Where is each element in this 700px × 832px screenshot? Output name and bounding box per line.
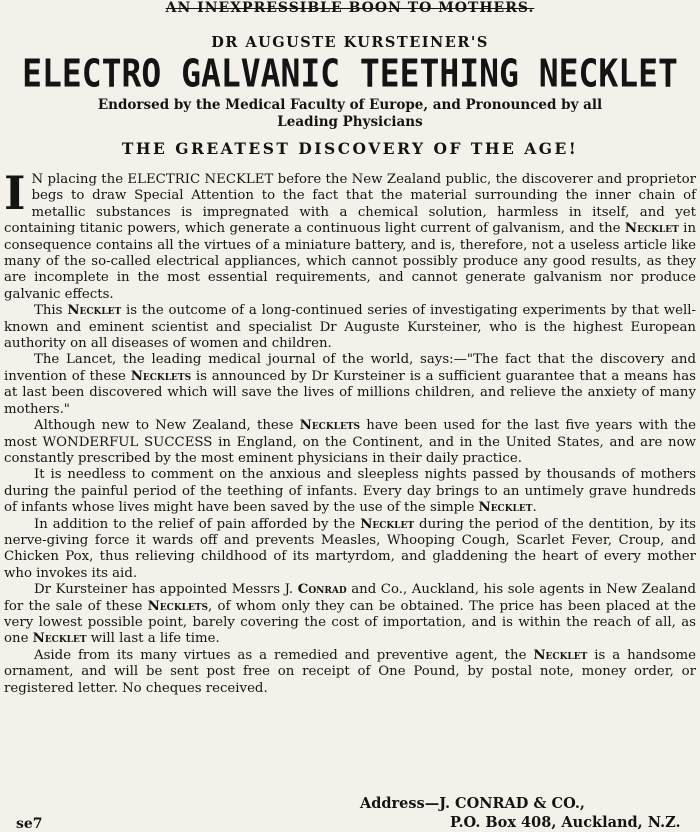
p6-necklet: Necklet (360, 516, 415, 532)
p3-necklets: Necklets (130, 368, 192, 384)
doctor-name: DR AUGUSTE KURSTEINER'S (211, 34, 489, 51)
p4-necklets: Necklets (299, 418, 361, 434)
p7-text-a: Dr Kursteiner has appointed Messrs J. (34, 582, 298, 598)
p7-text-d: will last a life time. (86, 631, 220, 647)
p1-necklet: Necklet (624, 221, 679, 237)
paragraph-2 (4, 303, 696, 352)
kicker-line: AN INEXPRESSIBLE BOON TO MOTHERS. (165, 0, 535, 16)
p5-text-a: It is needless to comment on the anxious and sleepless nights passed by thousands of mothers during the painful period of the teething of infants. Every day brings to an untimely grave hundreds of infants whose lives might have been saved by the use of the simple (4, 467, 696, 516)
address-block (360, 794, 681, 832)
p2-necklet: Necklet (67, 303, 122, 319)
insertion-code: se7 (16, 816, 43, 832)
p6-text-b: during the period of the dentition, by its nerve-giving force it wards off and prevents Measles, Whooping Cough, Scarlet Fever, Croup, and Chicken Pox, thus relieving childhood of its martyrdom, and gladdening the heart of every mother who invokes its aid. (4, 516, 696, 581)
drop-cap: I (4, 166, 26, 220)
p4-text-a: Although new to New Zealand, these (34, 418, 300, 434)
paragraph-8 (4, 648, 696, 697)
p2-text-b: is the outcome of a long-continued series of investigating experiments by that well-known and eminent scientist and specialist Dr Auguste Kursteiner, who is the highest European authority on all diseases of women and children. (4, 303, 696, 352)
paragraph-5 (4, 467, 696, 516)
headline: ELECTRO GALVANIC TEETHING NECKLET (22, 51, 678, 96)
p8-necklet: Necklet (533, 647, 588, 663)
paragraph-1 (4, 166, 697, 303)
address-line-1: Address—J. CONRAD & CO., (360, 795, 585, 812)
p7-necklet: Necklet (32, 631, 87, 647)
endorsement-line: Endorsed by the Medical Faculty of Europe, and Pronounced by all Leading Physicians (97, 97, 603, 130)
p1-text-b: in consequence contains all the virtues of a miniature battery, and is, therefore, not a useless article like many of the so-called electrical appliances, which cannot possibly produce any good results, as they are incomplete in the most essential requirements, and cannot generate galvanism nor produce galvanic effects. (4, 221, 697, 302)
p7-conrad: Conrad (297, 582, 347, 598)
paragraph-3 (4, 352, 696, 418)
paragraph-7 (4, 582, 696, 648)
p7-necklets: Necklets (147, 598, 209, 614)
p7-text-b: and Co., Auckland, his sole agents in New Zealand for the sale of these (4, 582, 696, 614)
p3-text-a: The Lancet, the leading medical journal of the world, says:—"The fact that the discovery and invention of these (4, 352, 696, 384)
p1-text-a: N placing the ELECTRIC NECKLET before the New Zealand public, the discoverer and proprietor begs to draw Special Attention to the fact that the material surrounding the inner chain of metallic substances is impregnated with a chemical solution, harmless in itself, and yet containing titanic powers, which generate a continuous light current of galvanism, and the (4, 172, 696, 237)
p5-text-b: . (532, 500, 537, 516)
address-line-2: P.O. Box 408, Auckland, N.Z. (450, 814, 681, 831)
p8-text-b: is a handsome ornament, and will be sent post free on receipt of One Pound, by postal note, money order, or registered letter. No cheques received. (4, 647, 696, 696)
p6-text-a: In addition to the relief of pain afforded by the (34, 516, 361, 532)
p3-text-b: is announced by Dr Kursteiner is a sufficient guarantee that a means has at last been discovered which will save the lives of millions children, and relieve the anxiety of many mothers." (4, 368, 696, 417)
greatest-discovery-line: THE GREATEST DISCOVERY OF THE AGE! (121, 139, 579, 158)
paragraph-6 (4, 517, 696, 583)
p5-necklet: Necklet (478, 500, 533, 516)
p8-text-a: Aside from its many virtues as a remedied and preventive agent, the (34, 647, 534, 663)
p4-text-b: have been used for the last five years with the most WONDERFUL SUCCESS in England, on the Continent, and in the United States, and are now constantly prescribed by the most eminent physicians in their daily practice. (4, 418, 697, 466)
paragraph-4 (4, 418, 696, 467)
advert-body (4, 166, 697, 697)
p7-text-c: , of whom only they can be obtained. The price has been placed at the very lowest possible point, barely covering the cost of importation, and is within the reach of all, as one (4, 598, 696, 647)
p2-text-a: This (34, 303, 68, 319)
